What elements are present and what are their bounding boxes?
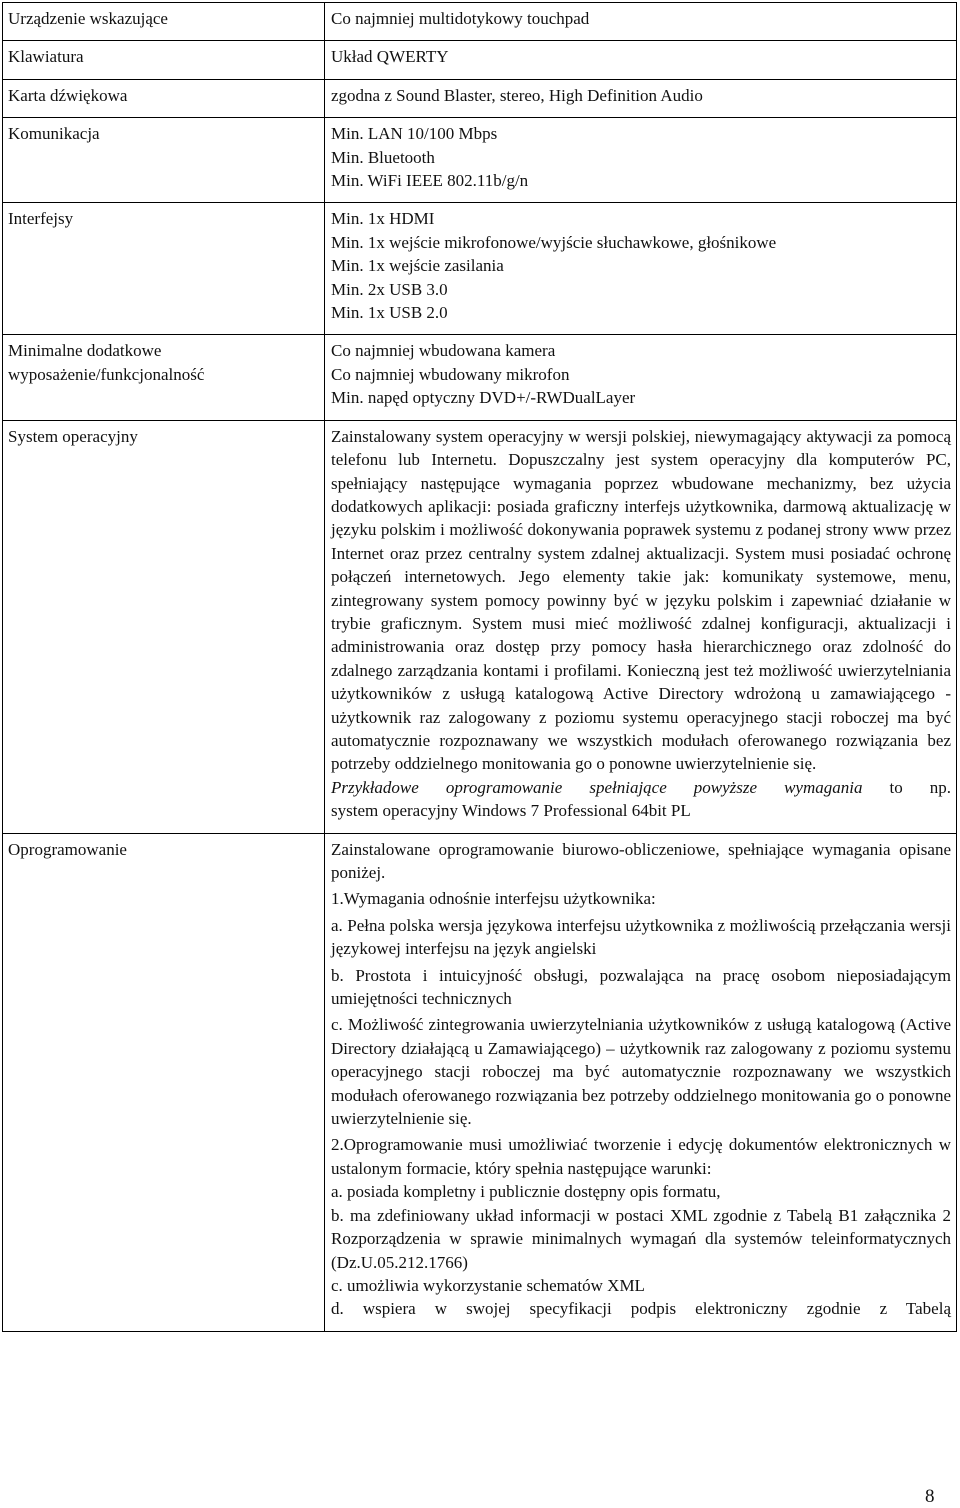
table-row [3,833,957,1331]
os-example-name: system operacyjny Windows 7 Professional 64bit PL [331,801,691,821]
label-line: Minimalne dodatkowe [8,341,162,361]
row-label-communication: Komunikacja [3,118,325,203]
software-s2-item-b: b. ma zdefiniowany układ informacji w postaci XML zgodnie z Tabelą B1 załącznika 2 Rozporządzenia w sprawie minimalnych wymagań dla systemów teleinformatycznych (Dz.U.05.212.1766) [331,1205,951,1272]
specification-table [2,2,957,1332]
label-line: wyposażenie/funkcjonalność [8,364,205,384]
value-line: Min. 1x USB 2.0 [331,303,448,323]
table-row [3,41,957,79]
value-line: Min. napęd optyczny DVD+/-RWDualLayer [331,388,636,408]
value-line: Układ QWERTY [331,47,449,67]
row-label-interfaces: Interfejsy [3,203,325,335]
row-label-additional-equipment [3,335,325,420]
row-value-interfaces [325,203,957,335]
table-row [3,118,957,203]
row-value-pointing-device [325,3,957,41]
row-value-operating-system [325,420,957,833]
row-label-sound-card: Karta dźwiękowa [3,79,325,117]
row-value-sound-card [325,79,957,117]
value-line: Min. 1x wejście mikrofonowe/wyjście słuchawkowe, głośnikowe [331,232,777,252]
table-row [3,3,957,41]
value-line: zgodna z Sound Blaster, stereo, High Definition Audio [331,85,703,105]
software-item-c: c. Możliwość zintegrowania uwierzytelniania użytkowników z usługą katalogową (Active Directory działającą u Zamawiającego) – użytkownik raz zalogowany z poziomu systemu operacyjnego stacji roboczej ma być automatycznie rozpoznawany we wszystkich modułach oferowanego rozwiązania bez potrzeby oddzielnego monitowania go o ponowne uwierzytelnienie się. [331,1015,951,1129]
value-line: Min. 1x wejście zasilania [331,256,504,276]
row-value-communication [325,118,957,203]
row-value-additional-equipment [325,335,957,420]
value-line: Co najmniej multidotykowy touchpad [331,9,590,28]
value-line: Min. LAN 10/100 Mbps [331,124,498,144]
value-line: Co najmniej wbudowana kamera [331,341,556,361]
row-label-keyboard: Klawiatura [3,41,325,79]
software-section-1-heading: 1.Wymagania odnośnie interfejsu użytkownika: [331,889,656,909]
table-row [3,335,957,420]
software-s2-item-a: a. posiada kompletny i publicznie dostępny opis formatu, [331,1182,721,1202]
os-example-suffix: to np. [862,777,951,797]
os-requirements-paragraph: Zainstalowany system operacyjny w wersji polskiej, niewymagający aktywacji za pomocą telefonu lub Internetu. Dopuszczalny jest system operacyjny dla komputerów PC, spełniający następujące wymagania poprzez wbudowane mechanizmy, bez użycia dodatkowych aplikacji: posiada graficzny interfejs użytkownika, darmową aktualizację w języku polskim i możliwość dokonywania poprawek systemu z podanej strony www przez Internet oraz przez centralny system zdalnej aktualizacji. System musi posiadać ochronę połączeń internetowych. Jego elementy takie jak: komunikaty systemowe, menu, zintegrowany system pomocy powinny być w języku polskim i zapewniać działanie w trybie graficznym. System musi mieć możliwość zdalnej konfiguracji, aktualizacji i administrowania oraz dostęp przy pomocy hasła hierarchicznego oraz zdolność do zdalnego zarządzania kontami i profilami. Konieczną jest też możliwość uwierzytelniania użytkowników z usługą katalogową Active Directory wdrożoną u zamawiającego - użytkownik raz zalogowany z poziomu systemu operacyjnego stacji roboczej ma być automatycznie rozpoznawany we wszystkich modułach oferowanego rozwiązania bez potrzeby oddzielnego monitowania go o ponowne uwierzytelnienie się. [331,426,951,774]
software-s2-item-d: d. wspiera w swojej specyfikacji podpis elektroniczny zgodnie z Tabelą [331,1299,951,1319]
row-value-keyboard [325,41,957,79]
software-s2-item-c: c. umożliwia wykorzystanie schematów XML [331,1275,645,1295]
row-value-software [325,833,957,1331]
value-line: Min. 2x USB 3.0 [331,279,448,299]
value-line: Min. WiFi IEEE 802.11b/g/n [331,171,529,191]
row-label-pointing-device: Urządzenie wskazujące [3,3,325,41]
software-item-b: b. Prostota i intuicyjność obsługi, pozwalająca na pracę osobom nieposiadającym umiejętności technicznych [331,965,951,1009]
page-number: 8 [925,1486,935,1507]
table-row [3,420,957,833]
table-row [3,79,957,117]
row-label-operating-system: System operacyjny [3,420,325,833]
table-row [3,203,957,335]
os-example-italic: Przykładowe oprogramowanie spełniające powyższe wymagania [331,777,863,797]
software-item-a: a. Pełna polska wersja językowa interfejsu użytkownika z możliwością przełączania wersji językowej interfejsu na język angielski [331,915,951,959]
software-intro: Zainstalowane oprogramowanie biurowo-obliczeniowe, spełniające wymagania opisane poniżej. [331,839,951,882]
value-line: Min. Bluetooth [331,147,435,167]
software-section-2-heading: 2.Oprogramowanie musi umożliwiać tworzenie i edycję dokumentów elektronicznych w ustalonym formacie, który spełnia następujące warunki: [331,1135,951,1178]
value-line: Min. 1x HDMI [331,209,435,229]
os-example-line [331,776,951,799]
row-label-software: Oprogramowanie [3,833,325,1331]
value-line: Co najmniej wbudowany mikrofon [331,364,570,384]
